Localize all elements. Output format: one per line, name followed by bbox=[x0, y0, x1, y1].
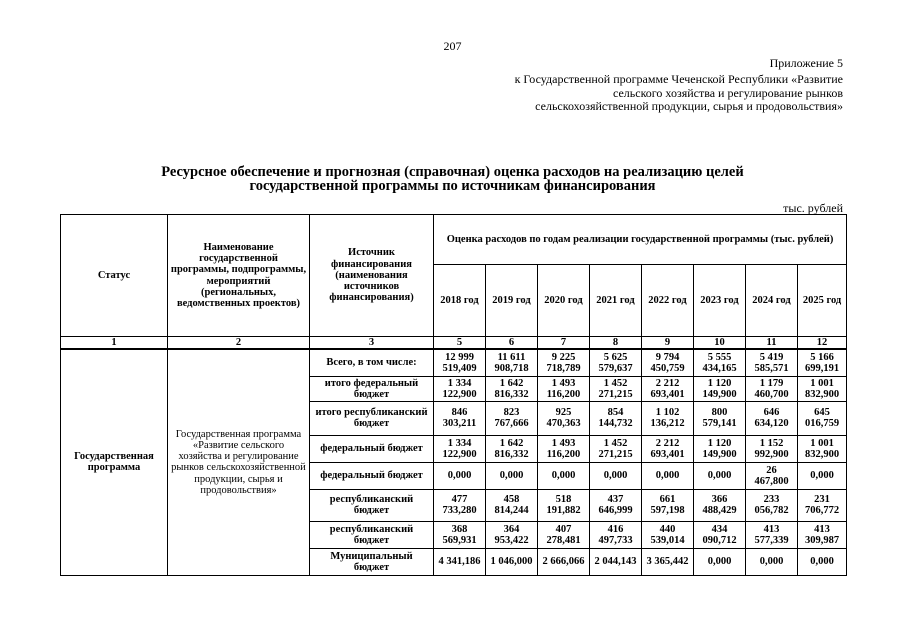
source-cell: итого федеральный бюджет bbox=[310, 376, 434, 401]
value-cell: 0,000 bbox=[694, 462, 746, 489]
status-cell: Государственная программа bbox=[61, 349, 168, 575]
value-cell: 458 814,244 bbox=[486, 489, 538, 521]
value-cell: 407 278,481 bbox=[538, 521, 590, 548]
value-cell: 661 597,198 bbox=[642, 489, 694, 521]
header-year: 2025 год bbox=[798, 265, 847, 337]
value-cell: 5 419 585,571 bbox=[746, 349, 798, 376]
source-cell: республиканский бюджет bbox=[310, 489, 434, 521]
column-number: 2 bbox=[168, 337, 310, 350]
header-year: 2020 год bbox=[538, 265, 590, 337]
column-number: 7 bbox=[538, 337, 590, 350]
value-cell: 823 767,666 bbox=[486, 401, 538, 435]
value-cell: 2 212 693,401 bbox=[642, 376, 694, 401]
value-cell: 2 666,066 bbox=[538, 548, 590, 575]
value-cell: 1 452 271,215 bbox=[590, 376, 642, 401]
value-cell: 518 191,882 bbox=[538, 489, 590, 521]
column-number: 5 bbox=[434, 337, 486, 350]
header-program-name: Наименование государственной программы, подпрограммы, мероприятий (региональных, ведомственных проектов) bbox=[168, 215, 310, 337]
header-year: 2019 год bbox=[486, 265, 538, 337]
value-cell: 364 953,422 bbox=[486, 521, 538, 548]
program-name-cell: Государственная программа «Развитие сельского хозяйства и регулирование рынков сельскохозяйственной продукции, сырья и продовольствия» bbox=[168, 349, 310, 575]
value-cell: 0,000 bbox=[798, 462, 847, 489]
table-row bbox=[61, 349, 847, 376]
value-cell: 0,000 bbox=[538, 462, 590, 489]
value-cell: 0,000 bbox=[486, 462, 538, 489]
value-cell: 9 794 450,759 bbox=[642, 349, 694, 376]
value-cell: 231 706,772 bbox=[798, 489, 847, 521]
value-cell: 646 634,120 bbox=[746, 401, 798, 435]
source-cell: Всего, в том числе: bbox=[310, 349, 434, 376]
document-title: Ресурсное обеспечение и прогнозная (справочная) оценка расходов на реализацию целей государственной программы по источникам финансирования bbox=[161, 164, 744, 194]
value-cell: 477 733,280 bbox=[434, 489, 486, 521]
source-cell: федеральный бюджет bbox=[310, 462, 434, 489]
value-cell: 1 120 149,900 bbox=[694, 376, 746, 401]
header-year: 2018 год bbox=[434, 265, 486, 337]
value-cell: 413 309,987 bbox=[798, 521, 847, 548]
value-cell: 4 341,186 bbox=[434, 548, 486, 575]
value-cell: 645 016,759 bbox=[798, 401, 847, 435]
column-number: 8 bbox=[590, 337, 642, 350]
value-cell: 0,000 bbox=[746, 548, 798, 575]
value-cell: 368 569,931 bbox=[434, 521, 486, 548]
column-number: 1 bbox=[61, 337, 168, 350]
value-cell: 854 144,732 bbox=[590, 401, 642, 435]
source-cell: Муниципальный бюджет bbox=[310, 548, 434, 575]
value-cell: 0,000 bbox=[434, 462, 486, 489]
value-cell: 2 044,143 bbox=[590, 548, 642, 575]
header-year: 2022 год bbox=[642, 265, 694, 337]
value-cell: 440 539,014 bbox=[642, 521, 694, 548]
value-cell: 5 166 699,191 bbox=[798, 349, 847, 376]
value-cell: 1 334 122,900 bbox=[434, 435, 486, 462]
value-cell: 366 488,429 bbox=[694, 489, 746, 521]
value-cell: 434 090,712 bbox=[694, 521, 746, 548]
header-status: Статус bbox=[61, 215, 168, 337]
value-cell: 1 001 832,900 bbox=[798, 376, 847, 401]
value-cell: 1 493 116,200 bbox=[538, 435, 590, 462]
value-cell: 12 999 519,409 bbox=[434, 349, 486, 376]
header-year: 2023 год bbox=[694, 265, 746, 337]
value-cell: 1 046,000 bbox=[486, 548, 538, 575]
header-source: Источник финансирования (наименования источников финансирования) bbox=[310, 215, 434, 337]
column-number: 9 bbox=[642, 337, 694, 350]
value-cell: 1 152 992,900 bbox=[746, 435, 798, 462]
value-cell: 1 493 116,200 bbox=[538, 376, 590, 401]
value-cell: 233 056,782 bbox=[746, 489, 798, 521]
value-cell: 2 212 693,401 bbox=[642, 435, 694, 462]
column-number: 10 bbox=[694, 337, 746, 350]
column-number: 12 bbox=[798, 337, 847, 350]
value-cell: 11 611 908,718 bbox=[486, 349, 538, 376]
value-cell: 1 642 816,332 bbox=[486, 435, 538, 462]
value-cell: 925 470,363 bbox=[538, 401, 590, 435]
header-estimate: Оценка расходов по годам реализации государственной программы (тыс. рублей) bbox=[434, 215, 847, 265]
value-cell: 413 577,339 bbox=[746, 521, 798, 548]
value-cell: 0,000 bbox=[798, 548, 847, 575]
value-cell: 846 303,211 bbox=[434, 401, 486, 435]
units-label: тыс. рублей bbox=[783, 201, 843, 215]
header-year: 2021 год bbox=[590, 265, 642, 337]
value-cell: 26 467,800 bbox=[746, 462, 798, 489]
column-number: 3 bbox=[310, 337, 434, 350]
appendix-note: к Государственной программе Чеченской Республики «Развитие сельского хозяйства и регулирование рынков сельскохозяйственной продукции, сырья и продовольствия» bbox=[514, 72, 843, 114]
value-cell: 1 452 271,215 bbox=[590, 435, 642, 462]
value-cell: 1 334 122,900 bbox=[434, 376, 486, 401]
value-cell: 3 365,442 bbox=[642, 548, 694, 575]
source-cell: республиканский бюджет bbox=[310, 521, 434, 548]
appendix-label: Приложение 5 bbox=[769, 56, 843, 70]
column-number: 6 bbox=[486, 337, 538, 350]
source-cell: федеральный бюджет bbox=[310, 435, 434, 462]
value-cell: 1 642 816,332 bbox=[486, 376, 538, 401]
value-cell: 5 555 434,165 bbox=[694, 349, 746, 376]
value-cell: 437 646,999 bbox=[590, 489, 642, 521]
value-cell: 5 625 579,637 bbox=[590, 349, 642, 376]
value-cell: 416 497,733 bbox=[590, 521, 642, 548]
value-cell: 9 225 718,789 bbox=[538, 349, 590, 376]
value-cell: 1 179 460,700 bbox=[746, 376, 798, 401]
value-cell: 1 001 832,900 bbox=[798, 435, 847, 462]
value-cell: 0,000 bbox=[642, 462, 694, 489]
header-year: 2024 год bbox=[746, 265, 798, 337]
value-cell: 800 579,141 bbox=[694, 401, 746, 435]
value-cell: 1 120 149,900 bbox=[694, 435, 746, 462]
page-number: 207 bbox=[443, 39, 462, 53]
value-cell: 0,000 bbox=[590, 462, 642, 489]
column-number: 11 bbox=[746, 337, 798, 350]
budget-table bbox=[60, 214, 847, 576]
value-cell: 1 102 136,212 bbox=[642, 401, 694, 435]
value-cell: 0,000 bbox=[694, 548, 746, 575]
source-cell: итого республиканский бюджет bbox=[310, 401, 434, 435]
